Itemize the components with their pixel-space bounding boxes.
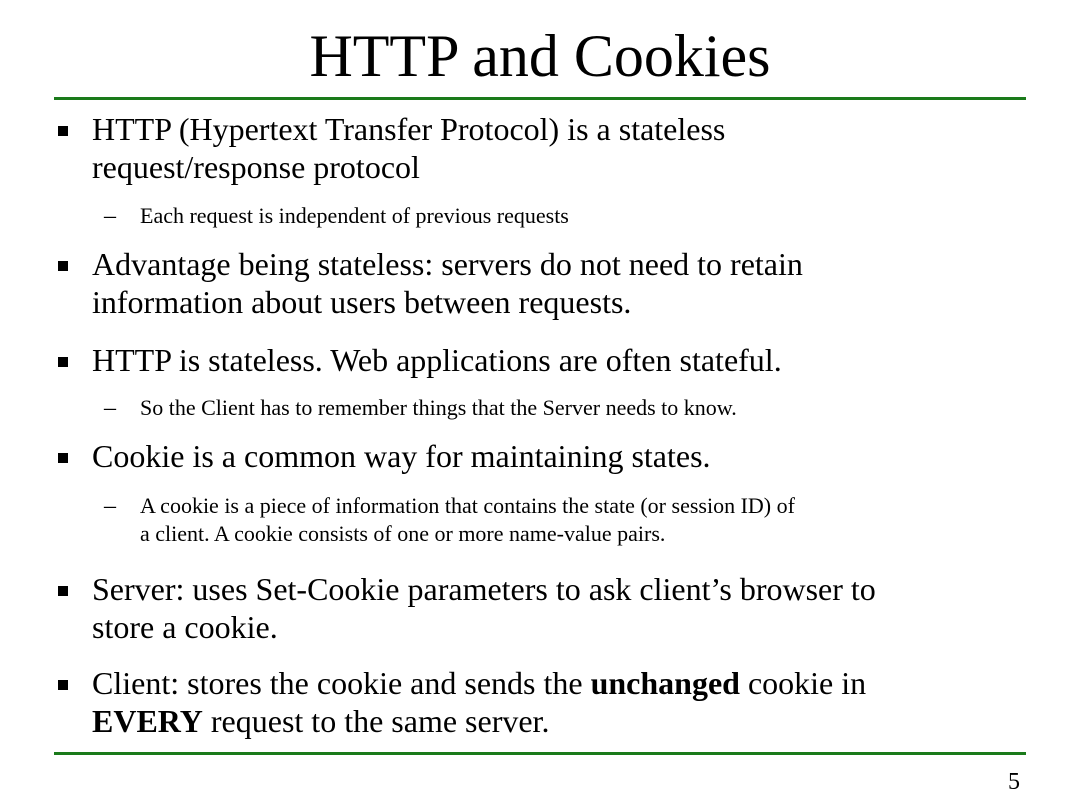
bullet-line: Advantage being stateless: servers do not need to retain (92, 246, 803, 282)
square-bullet-icon (58, 126, 68, 136)
bullet-line: HTTP is stateless. Web applications are often stateful. (92, 342, 782, 378)
square-bullet-icon (58, 680, 68, 690)
text-segment: cookie in (739, 665, 867, 701)
bullet-line: So the Client has to remember things that the Server needs to know. (140, 395, 737, 420)
square-bullet-icon (58, 586, 68, 596)
bullet-line: HTTP (Hypertext Transfer Protocol) is a stateless (92, 111, 726, 147)
sub-bullet-text (140, 394, 1040, 422)
sub-bullet-text (140, 202, 1040, 230)
bullet-text (92, 341, 1022, 379)
dash-bullet-icon: – (104, 203, 116, 229)
bullet-line: Cookie is a common way for maintaining states. (92, 438, 711, 474)
bullet-text (92, 570, 1022, 646)
bullet-line: A cookie is a piece of information that contains the state (or session ID) of (140, 493, 795, 518)
bullet-line (92, 702, 1022, 740)
bullet-text (92, 664, 1022, 740)
bullet-text (92, 437, 1022, 475)
dash-bullet-icon: – (104, 395, 116, 421)
text-segment: request to the same server. (202, 703, 550, 739)
bullet-line: store a cookie. (92, 609, 278, 645)
footer-divider (54, 752, 1026, 755)
bullet-line: Each request is independent of previous requests (140, 203, 569, 228)
bullet-text (92, 110, 1022, 186)
bullet-line: a client. A cookie consists of one or more name-value pairs. (140, 521, 666, 546)
bullet-line: request/response protocol (92, 149, 420, 185)
square-bullet-icon (58, 357, 68, 367)
bullet-line (92, 664, 1022, 702)
dash-bullet-icon: – (104, 493, 116, 519)
emphasis-text: EVERY (92, 703, 203, 739)
square-bullet-icon (58, 453, 68, 463)
emphasis-text: unchanged (590, 665, 740, 701)
slide-title: HTTP and Cookies (309, 23, 771, 89)
page-number: 5 (1008, 769, 1020, 795)
bullet-line: information about users between requests. (92, 284, 632, 320)
text-segment: Client: stores the cookie and sends the (92, 665, 591, 701)
sub-bullet-text (140, 492, 1040, 548)
bullet-line: Server: uses Set-Cookie parameters to ask client’s browser to (92, 571, 876, 607)
bullet-text (92, 245, 1022, 321)
square-bullet-icon (58, 261, 68, 271)
